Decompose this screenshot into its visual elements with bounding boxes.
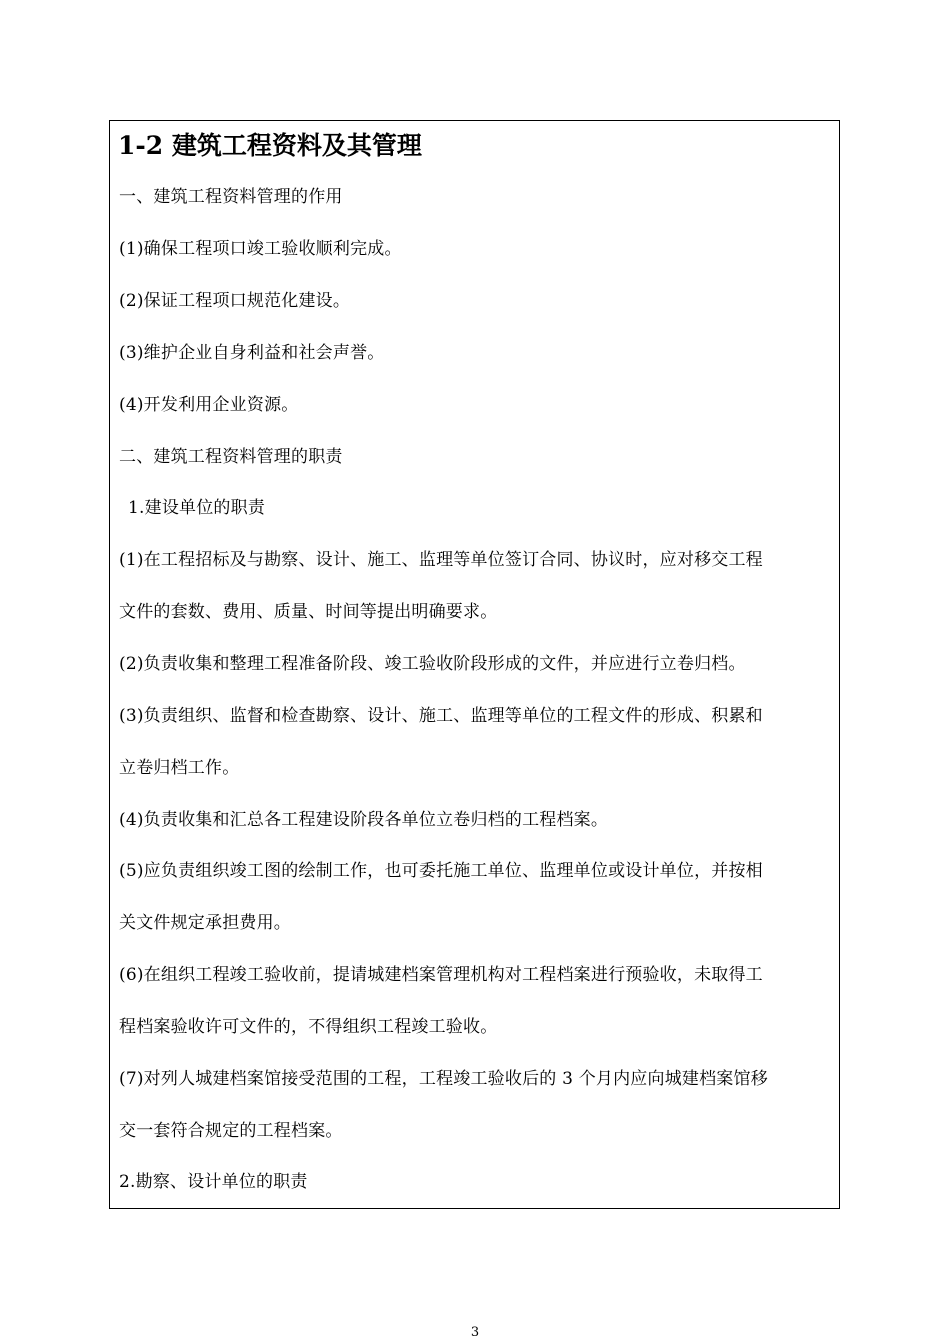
paragraph-line: 文件的套数、费用、质量、时间等提出明确要求。	[119, 602, 498, 622]
paragraph-line: (6)在组织工程竣工验收前，提请城建档案管理机构对工程档案进行预验收，未取得工	[119, 965, 763, 985]
paragraph-line: (3)负责组织、监督和检查勘察、设计、施工、监理等单位的工程文件的形成、积累和	[119, 706, 763, 726]
subheading-owner: 1.建设单位的职责	[128, 498, 266, 518]
heading-duties: 二、建筑工程资料管理的职责	[119, 447, 343, 467]
paragraph-line: (4)开发利用企业资源。	[119, 395, 299, 415]
paragraph-line: (3)维护企业自身利益和社会声誉。	[119, 343, 385, 363]
paragraph-line: (7)对列人城建档案馆接受范围的工程，工程竣工验收后的 3 个月内应向城建档案馆移	[119, 1069, 768, 1089]
section-title: 1-2 建筑工程资料及其管理	[118, 131, 422, 160]
paragraph-line: (5)应负责组织竣工图的绘制工作，也可委托施工单位、监理单位或设计单位，并按相	[119, 861, 763, 881]
paragraph-line: 立卷归档工作。	[119, 758, 240, 778]
paragraph-line: 交一套符合规定的工程档案。	[119, 1121, 343, 1141]
paragraph-line: (2)保证工程项口规范化建设。	[119, 291, 351, 311]
paragraph-line: (1)确保工程项口竣工验收顺利完成。	[119, 239, 402, 259]
paragraph-line: (4)负责收集和汇总各工程建设阶段各单位立卷归档的工程档案。	[119, 810, 609, 830]
paragraph-line: 程档案验收许可文件的，不得组织工程竣工验收。	[119, 1017, 498, 1037]
subheading-survey-design: 2.勘察、设计单位的职责	[119, 1172, 308, 1192]
page-number: 3	[470, 1325, 480, 1340]
paragraph-line: (1)在工程招标及与勘察、设计、施工、监理等单位签订合同、协议时，应对移交工程	[119, 550, 763, 570]
paragraph-line: 关文件规定承担费用。	[119, 913, 291, 933]
heading-role: 一、建筑工程资料管理的作用	[119, 187, 343, 207]
paragraph-line: (2)负责收集和整理工程准备阶段、竣工验收阶段形成的文件，并应进行立卷归档。	[119, 654, 746, 674]
